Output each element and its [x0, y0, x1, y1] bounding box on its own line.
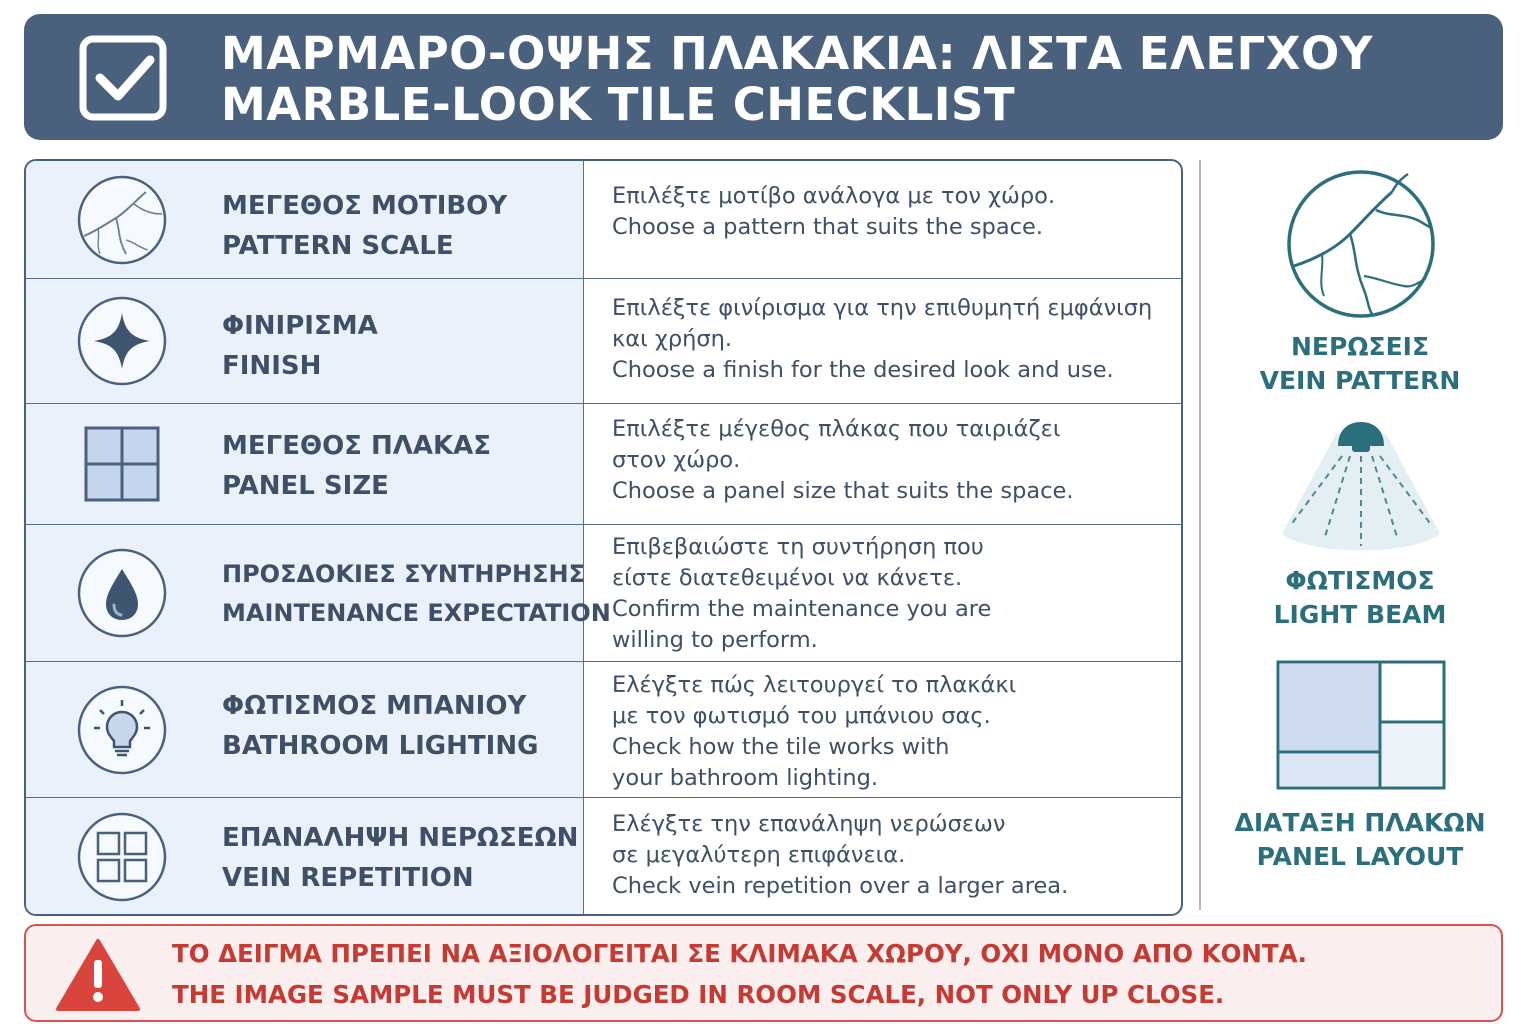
- vertical-divider: [1199, 160, 1201, 910]
- desc-line: your bathroom lighting.: [612, 765, 879, 791]
- desc-line: είστε διατεθειμένοι να κάνετε.: [612, 565, 963, 591]
- row-label-english: MAINTENANCE EXPECTATION: [222, 599, 611, 627]
- desc-line: Ελέγξτε την επανάληψη νερώσεων: [612, 811, 1006, 837]
- row-label-greek: ΦΙΝΙΡΙΣΜΑ: [222, 311, 378, 341]
- row-label-cell: [26, 798, 584, 916]
- desc-line: στον χώρο.: [612, 447, 741, 473]
- sidebar-label-vein-pattern: [1210, 330, 1510, 398]
- checklist-row-bathroom-lighting: [26, 662, 1181, 798]
- page-title: [221, 28, 1373, 130]
- desc-line: Ελέγξτε πώς λειτουργεί το πλακάκι: [612, 672, 1017, 698]
- panel-layout-icon: [1276, 660, 1446, 790]
- row-description: [612, 532, 991, 656]
- desc-line: Επιλέξτε μοτίβο ανάλογα με τον χώρο.: [612, 183, 1056, 209]
- warning-text: [172, 933, 1307, 1015]
- desc-line: σε μεγαλύτερη επιφάνεια.: [612, 842, 906, 868]
- warning-line-english: THE IMAGE SAMPLE MUST BE JUDGED IN ROOM SCALE, NOT ONLY UP CLOSE.: [172, 980, 1225, 1009]
- light-bulb-icon: [76, 684, 168, 776]
- checklist-row-vein-repetition: [26, 798, 1181, 916]
- row-label-greek: ΕΠΑΝΑΛΗΨΗ ΝΕΡΩΣΕΩΝ: [222, 823, 579, 853]
- row-label-greek: ΦΩΤΙΣΜΟΣ ΜΠΑΝΙΟΥ: [222, 691, 527, 721]
- title-english: MARBLE-LOOK TILE CHECKLIST: [221, 78, 1016, 131]
- title-greek: ΜΑΡΜΑΡΟ-ΟΨΗΣ ΠΛΑΚΑΚΙΑ: ΛΙΣΤΑ ΕΛΕΓΧΟΥ: [221, 27, 1373, 80]
- desc-line: Choose a finish for the desired look and use.: [612, 357, 1114, 383]
- row-label-cell: [26, 161, 584, 278]
- row-label-cell: [26, 279, 584, 403]
- row-label-greek: ΜΕΓΕΘΟΣ ΜΟΤΙΒΟΥ: [222, 191, 508, 221]
- row-label-greek: ΜΕΓΕΘΟΣ ΠΛΑΚΑΣ: [222, 431, 492, 461]
- row-label-english: FINISH: [222, 351, 322, 381]
- desc-line: Επιλέξτε μέγεθος πλάκας που ταιριάζει: [612, 416, 1061, 442]
- desc-line: με τον φωτισμό του μπάνιου σας.: [612, 703, 991, 729]
- sidebar-label-greek: ΔΙΑΤΑΞΗ ΠΛΑΚΩΝ: [1234, 808, 1486, 837]
- warning-triangle-icon: [56, 938, 140, 1012]
- desc-line: Confirm the maintenance you are: [612, 596, 992, 622]
- desc-line: Check how the tile works with: [612, 734, 950, 760]
- warning-banner: [24, 924, 1503, 1022]
- checkbox-check-icon: [78, 34, 168, 122]
- desc-line: και χρήση.: [612, 326, 733, 352]
- sidebar-label-english: VEIN PATTERN: [1259, 366, 1461, 395]
- checklist-row-pattern-scale: [26, 161, 1181, 279]
- row-description: [612, 293, 1152, 386]
- sidebar-label-greek: ΝΕΡΩΣΕΙΣ: [1290, 332, 1430, 361]
- light-beam-icon: [1280, 416, 1442, 554]
- row-label-english: PATTERN SCALE: [222, 231, 454, 261]
- row-label-english: VEIN REPETITION: [222, 863, 474, 893]
- desc-line: Επιλέξτε φινίρισμα για την επιθυμητή εμφάνιση: [612, 295, 1153, 321]
- checklist-row-panel-size: [26, 404, 1181, 525]
- water-drop-icon: [76, 547, 168, 639]
- sidebar-label-greek: ΦΩΤΙΣΜΟΣ: [1285, 566, 1435, 595]
- row-label-cell: [26, 404, 584, 524]
- vein-pattern-icon: [1284, 170, 1438, 318]
- row-label-english: PANEL SIZE: [222, 471, 389, 501]
- desc-line: willing to perform.: [612, 627, 818, 653]
- sparkle-icon: [76, 295, 168, 387]
- sidebar-label-light-beam: [1210, 564, 1510, 632]
- checklist-row-maintenance: [26, 525, 1181, 662]
- row-label-english: BATHROOM LIGHTING: [222, 731, 539, 761]
- row-label-cell: [26, 662, 584, 797]
- row-description: [612, 809, 1068, 902]
- row-label-cell: [26, 525, 611, 661]
- desc-line: Check vein repetition over a larger area.: [612, 873, 1069, 899]
- tile-grid-icon: [76, 418, 168, 510]
- row-label-greek: ΠΡΟΣΔΟΚΙΕΣ ΣΥΝΤΗΡΗΣΗΣ: [222, 560, 585, 588]
- repeat-grid-icon: [76, 811, 168, 903]
- sidebar-label-english: LIGHT BEAM: [1273, 600, 1447, 629]
- sidebar-label-english: PANEL LAYOUT: [1256, 842, 1464, 871]
- warning-line-greek: ΤΟ ΔΕΙΓΜΑ ΠΡΕΠΕΙ ΝΑ ΑΞΙΟΛΟΓΕΙΤΑΙ ΣΕ ΚΛΙΜΑΚΑ ΧΩΡΟΥ, ΟΧΙ ΜΟΝΟ ΑΠΟ ΚΟΝΤΑ.: [172, 939, 1307, 968]
- checklist-row-finish: [26, 279, 1181, 404]
- row-description: [612, 181, 1055, 243]
- checklist-table: [24, 159, 1183, 916]
- desc-line: Επιβεβαιώστε τη συντήρηση που: [612, 534, 984, 560]
- desc-line: Choose a panel size that suits the space.: [612, 478, 1074, 504]
- row-description: [612, 414, 1074, 507]
- row-description: [612, 670, 1016, 794]
- header-banner: [24, 14, 1503, 140]
- sidebar-label-panel-layout: [1210, 806, 1510, 874]
- marble-circle-icon: [76, 174, 168, 266]
- desc-line: Choose a pattern that suits the space.: [612, 214, 1043, 240]
